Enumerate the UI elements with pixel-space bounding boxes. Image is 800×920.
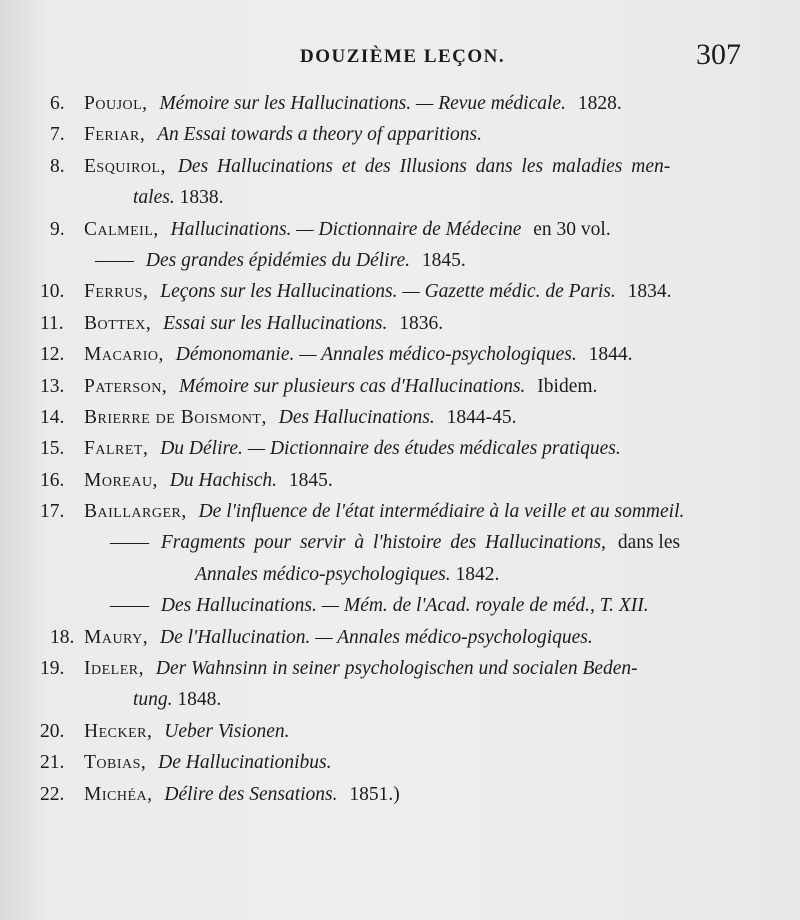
entry-author: Ideler, — [84, 658, 144, 680]
entry-number: 12. — [40, 344, 65, 366]
bibliography-entry — [50, 590, 765, 621]
entry-details: Ibidem. — [537, 375, 598, 397]
entry-title: Du Hachisch. — [169, 469, 278, 491]
entry-details: 1848. — [177, 689, 222, 711]
entry-title: Des Hallucinations. — [278, 406, 435, 428]
entry-author: Tobias, — [84, 752, 147, 774]
entry-title: Mémoire sur les Hallucinations. — Revue médicale. — [159, 93, 566, 114]
entry-author: Brierre de Boismont, — [84, 406, 267, 428]
entry-title-continued: tales. — [133, 187, 175, 209]
entry-title: De l'Hallucination. — Annales médico-psychologiques. — [160, 626, 593, 648]
entry-number: 9. — [50, 218, 65, 240]
entry-title: An Essai towards a theory of apparitions. — [157, 124, 482, 146]
entry-title: Du Délire. — Dictionnaire des études médicales pratiques. — [160, 438, 621, 460]
running-head: DOUZIÈME LEÇON. — [300, 46, 506, 67]
entry-number: 15. — [40, 438, 65, 460]
entry-author: Poujol, — [84, 93, 148, 114]
entry-details: 1844-45. — [446, 406, 517, 428]
entry-author: Feriar, — [84, 124, 146, 146]
entry-details: 1851.) — [349, 783, 400, 805]
ditto-dash: —— — [110, 595, 149, 617]
entry-number: 19. — [40, 658, 65, 680]
entry-title: Hallucinations. — Dictionnaire de Médecine — [170, 218, 522, 240]
entry-title: Essai sur les Hallucinations. — [163, 312, 388, 334]
entry-author: Paterson, — [84, 375, 168, 397]
entry-title: Ueber Visionen. — [164, 720, 290, 742]
entry-details: 1844. — [588, 344, 633, 366]
bibliography-entry — [40, 465, 765, 496]
bibliography-entry — [40, 276, 765, 307]
entry-title: Des Hallucinations et des Illusions dans les maladies men- — [177, 155, 671, 177]
entry-number: 22. — [40, 783, 65, 805]
entry-author: Bottex, — [84, 312, 152, 334]
entry-number: 14. — [40, 406, 65, 428]
bibliography-entry — [40, 308, 765, 339]
bibliography-entry — [40, 747, 765, 778]
entry-details: 1842. — [455, 563, 500, 585]
entry-author: Michéa, — [84, 783, 153, 805]
entry-details: 1845. — [288, 469, 333, 491]
entry-number: 20. — [40, 720, 65, 742]
entry-continuation — [50, 182, 765, 213]
entry-title: Der Wahnsinn in seiner psychologischen und socialen Beden- — [155, 658, 638, 680]
entry-title-continued: tung. — [133, 689, 173, 711]
bibliography-entry — [50, 622, 765, 653]
entry-details: dans les — [617, 532, 681, 554]
entry-title: Des Hallucinations. — Mém. — [160, 595, 388, 617]
bibliography-entry — [40, 716, 765, 747]
bibliography-entry — [40, 779, 765, 810]
entry-number: 17. — [40, 501, 65, 523]
ditto-dash: —— — [95, 249, 134, 271]
entry-author: Ferrus, — [84, 281, 149, 303]
bibliography-entry — [40, 433, 765, 464]
entry-author: Hecker, — [84, 720, 153, 742]
entry-number: 16. — [40, 469, 65, 491]
entry-number: 13. — [40, 375, 65, 397]
entry-author: Moreau, — [84, 469, 158, 491]
bibliography-entry — [50, 151, 765, 182]
entry-title: Des grandes épidémies du Délire. — [145, 249, 410, 271]
bibliography-entry — [40, 653, 765, 684]
entry-number: 11. — [40, 312, 64, 334]
entry-author: Esquirol, — [84, 155, 166, 177]
bibliography-entry — [50, 214, 765, 245]
entry-title: Démonomanie. — Annales médico-psychologiques. — [175, 344, 577, 366]
entry-details: 1838. — [179, 187, 224, 209]
entry-author: Maury, — [84, 626, 149, 648]
ditto-dash: —— — [110, 532, 149, 554]
entry-title: Leçons sur les Hallucinations. — Gazette médic. de Paris. — [160, 281, 616, 303]
entry-author: Calmeil, — [84, 218, 159, 240]
bibliography-entry — [50, 245, 765, 276]
entry-details: 1836. — [399, 312, 444, 334]
entry-number: 18. — [50, 626, 75, 648]
entry-number: 7. — [50, 124, 65, 146]
entry-title: De l'influence de l'état intermédiaire à la veille et au sommeil. — [198, 501, 685, 523]
entry-details: 1828. — [577, 93, 622, 114]
bibliography-list — [40, 88, 765, 810]
entry-continuation — [50, 559, 765, 590]
entry-number: 6. — [50, 93, 65, 114]
entry-title: Mémoire sur plusieurs cas d'Hallucinations. — [179, 375, 526, 397]
bibliography-entry — [50, 88, 765, 119]
entry-author: Baillarger, — [84, 501, 187, 523]
bibliography-entry — [40, 339, 765, 370]
bibliography-entry — [40, 402, 765, 433]
entry-details: 1845. — [421, 249, 466, 271]
bibliography-entry — [40, 371, 765, 402]
page-header — [0, 38, 800, 78]
entry-number: 21. — [40, 752, 65, 774]
entry-number: 8. — [50, 155, 65, 177]
entry-details: en 30 vol. — [533, 218, 611, 240]
bibliography-entry — [40, 496, 765, 527]
entry-number: 10. — [40, 281, 65, 303]
page-number: 307 — [696, 38, 741, 71]
entry-title: Fragments pour servir à l'histoire des Hallucinations, — [160, 532, 606, 554]
entry-continuation — [50, 684, 765, 715]
entry-author: Falret, — [84, 438, 149, 460]
entry-title-continued: Annales médico-psychologiques. — [195, 563, 451, 585]
entry-title: Délire des Sensations. — [164, 783, 338, 805]
entry-author: Macario, — [84, 344, 164, 366]
bibliography-entry — [50, 119, 765, 150]
bibliography-entry — [50, 527, 765, 558]
entry-title: De Hallucinationibus. — [158, 752, 332, 774]
entry-details: de l'Acad. royale de méd., T. XII. — [392, 595, 649, 617]
entry-details: 1834. — [627, 281, 672, 303]
